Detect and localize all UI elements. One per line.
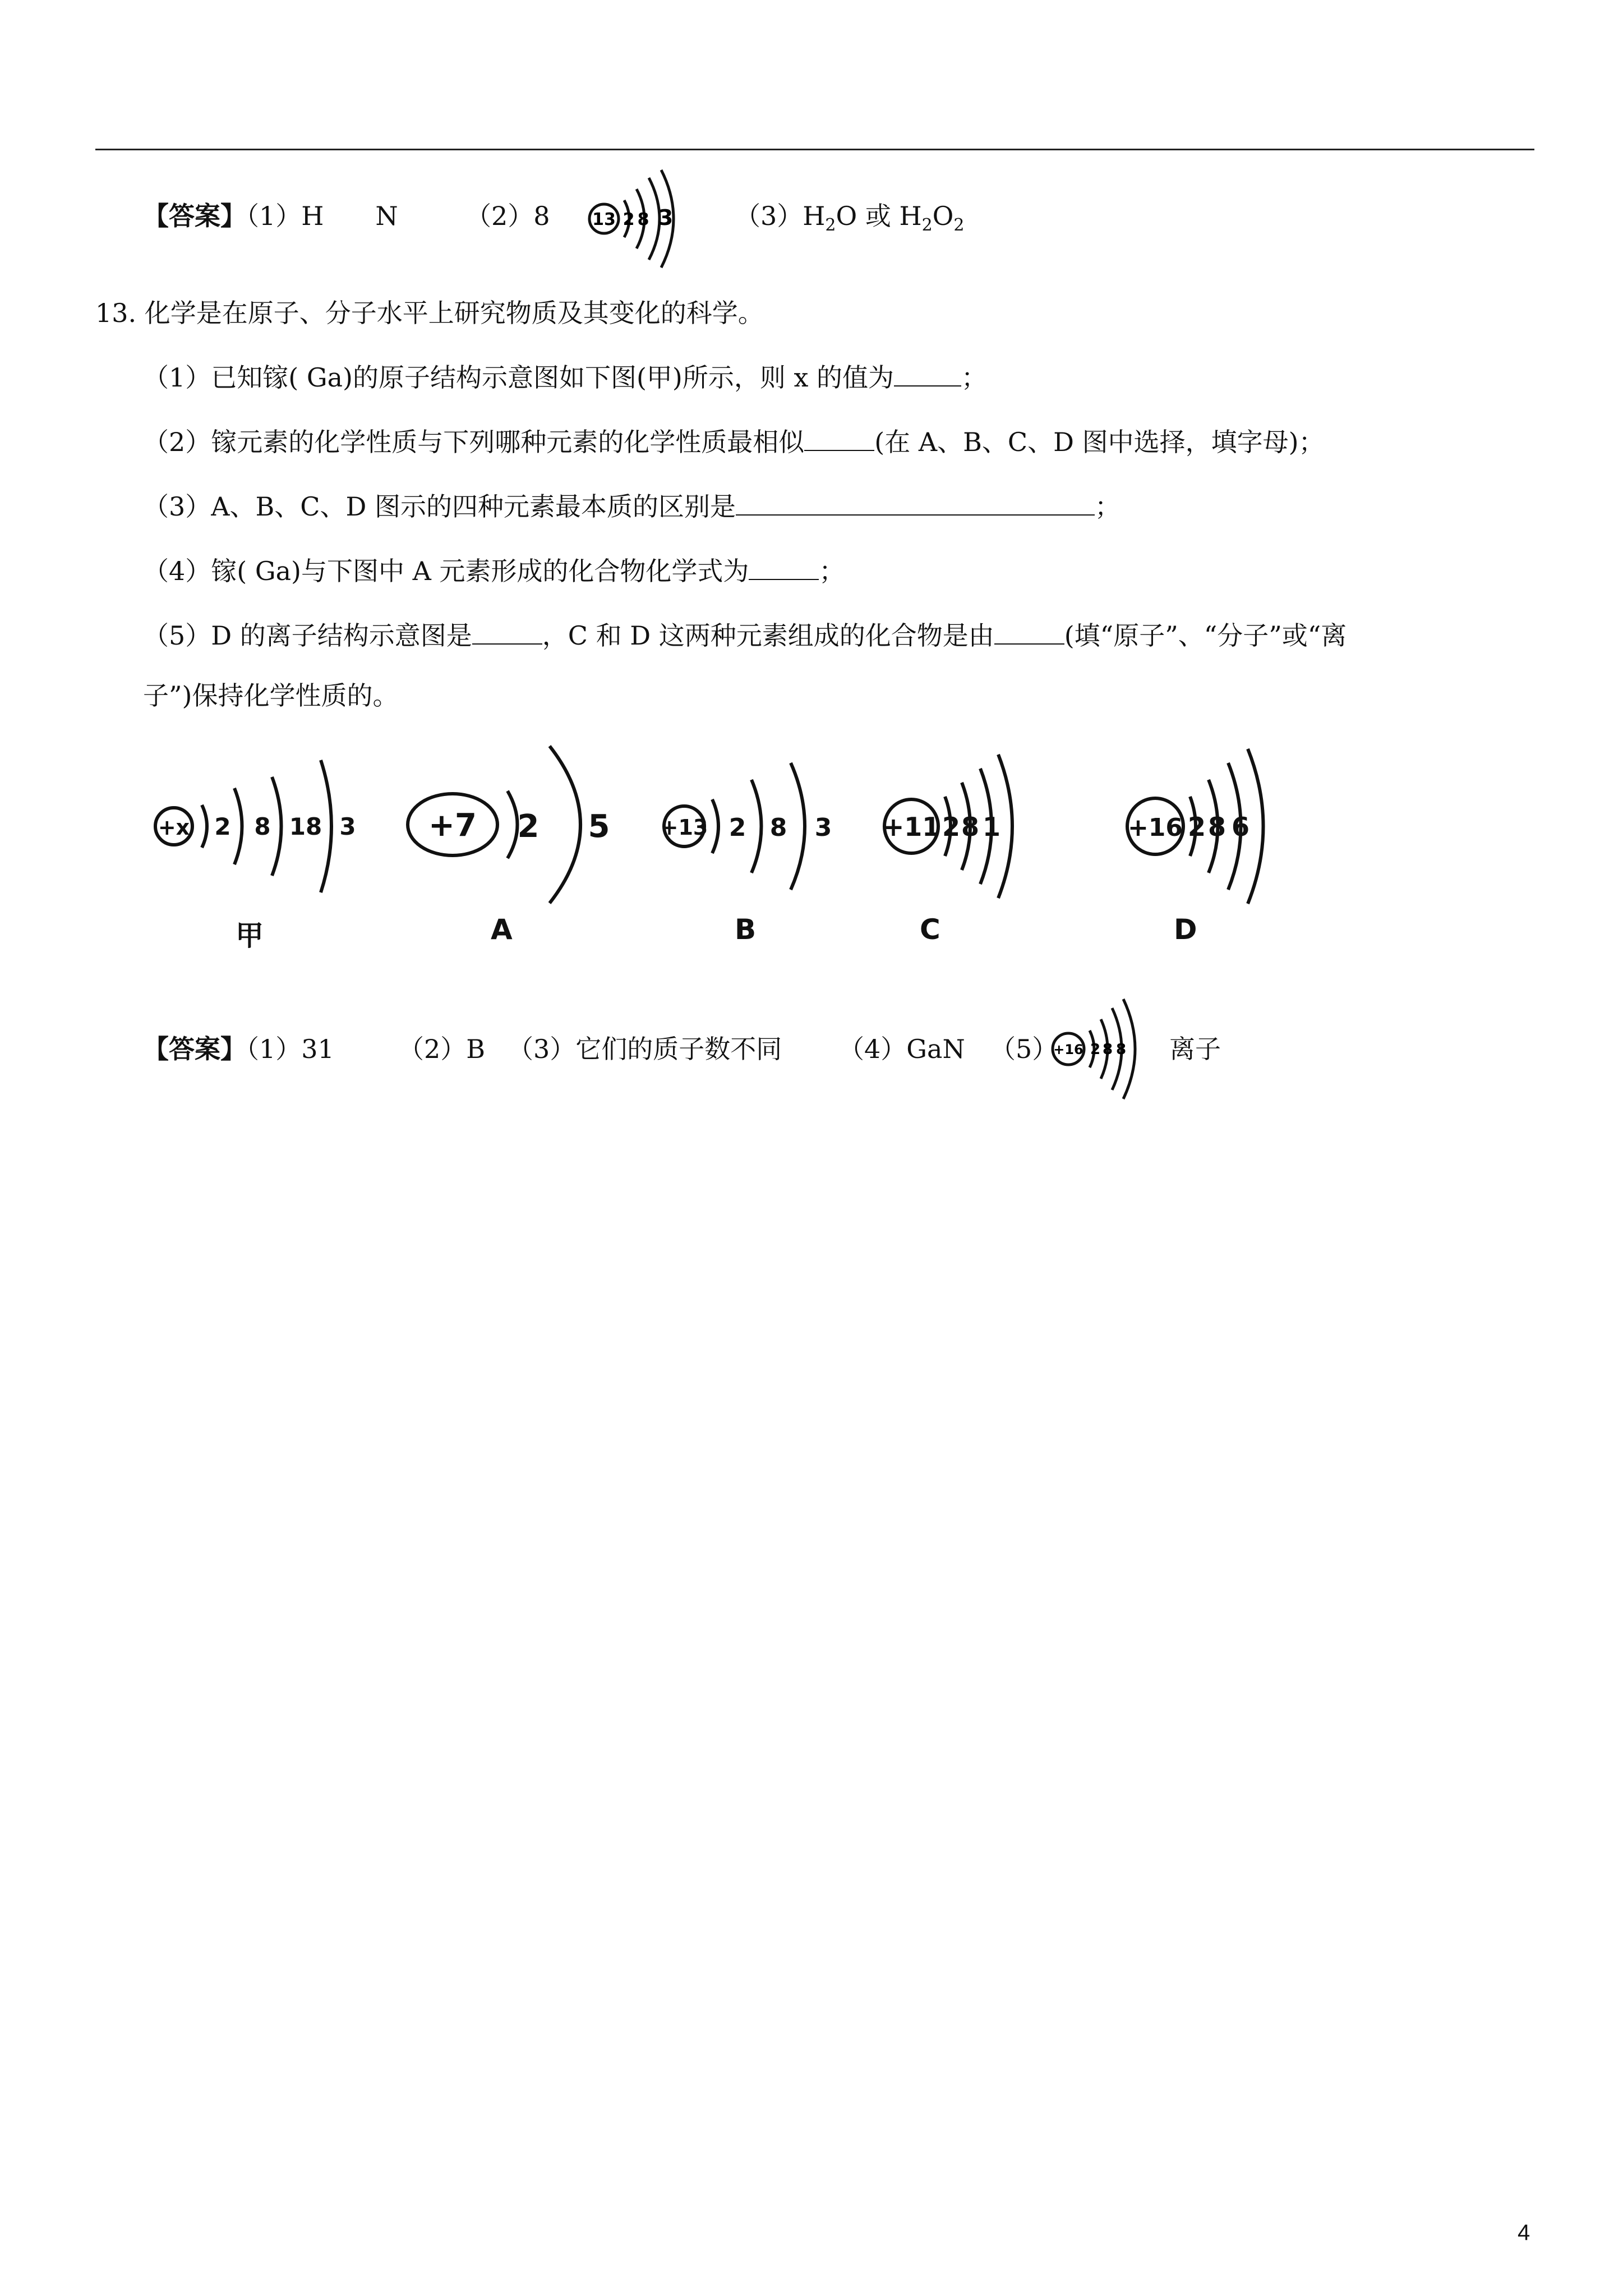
answer-part-3: $(3)H_2O$ 或 $H_2O_2$ (735, 201, 965, 235)
shell-label: 2 (942, 812, 961, 842)
shell-label: 3 (339, 813, 356, 840)
nucleus-label: +7 (428, 807, 477, 844)
figure-label-b: B (735, 913, 757, 946)
answer-blank (894, 363, 961, 386)
answer-atom-diagram-13 (580, 165, 693, 272)
question-1: （1）已知镓( Ga)的原子结构示意图如下图(甲)所示，则 x 的值为 ； (143, 362, 988, 393)
question-3: （3）A、B、C、D 图示的四种元素最本质的区别是 ； (143, 491, 1121, 522)
answer-tag: 【答案】 (143, 201, 246, 231)
shell-label: 2 (517, 808, 540, 845)
answer-5-text: 离子 (1169, 1034, 1221, 1064)
shell-label: 18 (289, 813, 322, 840)
shell-label: 6 (1231, 812, 1250, 842)
shell-label: 3 (814, 813, 832, 842)
shell-label: 8 (1102, 1041, 1113, 1058)
shell-label: 2 (623, 210, 635, 229)
nucleus-label: +x (158, 815, 190, 840)
page-number: 4 (1518, 2220, 1530, 2245)
shell-label: 8 (961, 812, 980, 842)
diagram-d (1127, 749, 1264, 904)
figure-label-jia: 甲 (236, 919, 264, 952)
diagram-jia (155, 760, 356, 892)
figure-label-d: D (1174, 913, 1197, 946)
shell-label: 5 (588, 808, 610, 845)
shell-label: 3 (658, 205, 674, 230)
shell-label: 2 (1090, 1041, 1101, 1058)
shell-label: 8 (1115, 1041, 1127, 1058)
diagram-c (883, 754, 1012, 898)
shell-label: 8 (254, 813, 271, 840)
answer-2: （2）B (398, 1034, 486, 1064)
header-rule (95, 149, 1534, 150)
answer-blank (736, 492, 1095, 516)
nucleus-label: +16 (1127, 813, 1183, 842)
shell-label: 1 (982, 812, 1001, 842)
figure-label-c: C (920, 913, 940, 946)
question-2: （2）镓元素的化学性质与下列哪种元素的化学性质最相似 (在 A、B、C、D 图中选择，填字母)； (143, 427, 1325, 457)
shell-label: 2 (214, 813, 231, 840)
question-5-cont: 子”)保持化学性质的。 (143, 680, 399, 711)
answer-tag: 【答案】 (143, 1034, 246, 1064)
nucleus-label: 13 (592, 210, 616, 229)
shell-label: 8 (1207, 812, 1227, 842)
question-4: （4）镓( Ga)与下图中 A 元素形成的化合物化学式为 ； (143, 556, 845, 586)
answer-blank (994, 621, 1064, 645)
question-5: （5）D 的离子结构示意图是 ，C 和 D 这两种元素组成的化合物是由 (填“原子”、“分子”或“离 (143, 620, 1347, 651)
atom-structure-figure (146, 735, 1295, 914)
shell-label: 8 (637, 210, 649, 229)
prev-answer-line (143, 199, 398, 233)
shell-label: 2 (728, 813, 746, 842)
answer-blank (804, 427, 874, 451)
nucleus-label: +13 (660, 815, 708, 840)
answer-blank (749, 556, 819, 580)
answer-ion-diagram-16 (1046, 996, 1144, 1102)
shell-label: 8 (769, 813, 787, 842)
answer-part-1: （1）H N (246, 201, 398, 231)
diagram-b (661, 763, 832, 890)
figure-label-a: A (491, 913, 513, 946)
answer-blank (472, 621, 542, 645)
answer-5: （5） (990, 1034, 1058, 1064)
nucleus-label: +11 (882, 812, 940, 842)
diagram-a (408, 746, 610, 903)
shell-label: 2 (1187, 812, 1206, 842)
nucleus-label: +16 (1053, 1042, 1083, 1057)
question-stem: 13. 化学是在原子、分子水平上研究物质及其变化的科学。 (95, 298, 764, 328)
answer-4: （4）GaN (838, 1034, 965, 1064)
answer-line: 【答案】（1）31 (143, 1034, 334, 1064)
answer-part-2: （2）8 (465, 201, 550, 231)
answer-3: （3）它们的质子数不同 (508, 1034, 782, 1064)
